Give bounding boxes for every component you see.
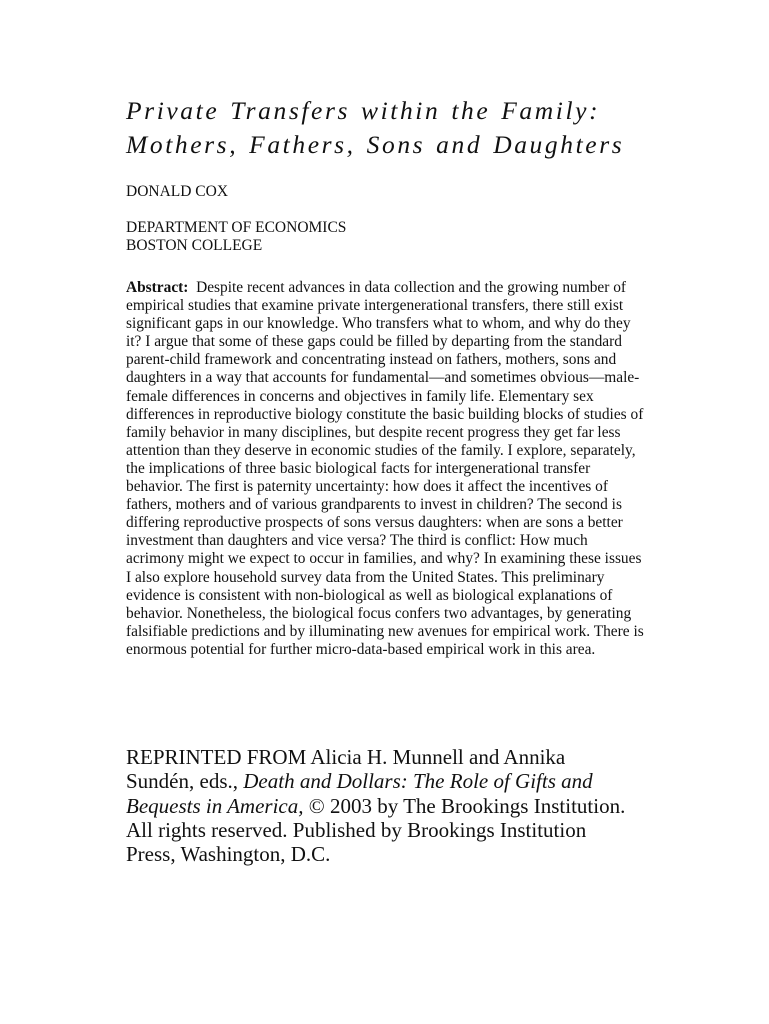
abstract-text: Despite recent advances in data collection and the growing number of empirical studies that examine private intergenerational transfers, there still exist significant gaps in our knowledge. Who transfers what to whom, and why do they it? I argue that some of these gaps could be filled by departing from the standard parent-child framework and concentrating instead on fathers, mothers, sons and daughters in a way that accounts for fundamental—and sometimes obvious—male-female differences in concerns and objectives in family life. Elementary sex differences in reproductive biology constitute the basic building blocks of studies of family behavior in many disciplines, but despite recent progress they get far less attention than they deserve in economic studies of the family. I explore, separately, the implications of three basic biological facts for intergenerational transfer behavior. The first is paternity uncertainty: how does it affect the incentives of fathers, mothers and of various grandparents to invest in children? The second is differing reproductive prospects of sons versus daughters: when are sons a better investment than daughters and vice versa? The third is conflict: How much acrimony might we expect to occur in families, and why? In examining these issues I also explore household survey data from the United States. This preliminary evidence is consistent with non-biological as well as biological explanations of behavior. Nonetheless, the biological focus confers two advantages, by generating falsifiable predictions and by illuminating new avenues for empirical work. There is enormous potential for further micro-data-based empirical work in this area. xyxy=(126,279,644,658)
paper-title-line-1: Private Transfers within the Family: xyxy=(126,96,601,125)
reprint-prefix: REPRINTED FROM Alicia H. Munnell and Annika Sundén, eds., xyxy=(126,745,566,794)
reprint-suffix: © 2003 by The Brookings Institution. All rights reserved. Published by Brookings Institution Press, Washington, D.C. xyxy=(126,793,626,867)
affiliation-institution: BOSTON COLLEGE xyxy=(126,237,263,254)
abstract-paragraph xyxy=(126,279,648,659)
paper-title-line-2: Mothers, Fathers, Sons and Daughters xyxy=(126,130,625,159)
affiliation-department: DEPARTMENT OF ECONOMICS xyxy=(126,219,347,236)
reprint-notice xyxy=(126,745,636,866)
abstract-label: Abstract: xyxy=(126,279,189,296)
author-name: DONALD COX xyxy=(126,183,229,200)
reprint-book-title: Death and Dollars: The Role of Gifts and Bequests in America, xyxy=(126,769,593,818)
author-affiliation xyxy=(126,219,346,255)
paper-title xyxy=(126,94,726,162)
